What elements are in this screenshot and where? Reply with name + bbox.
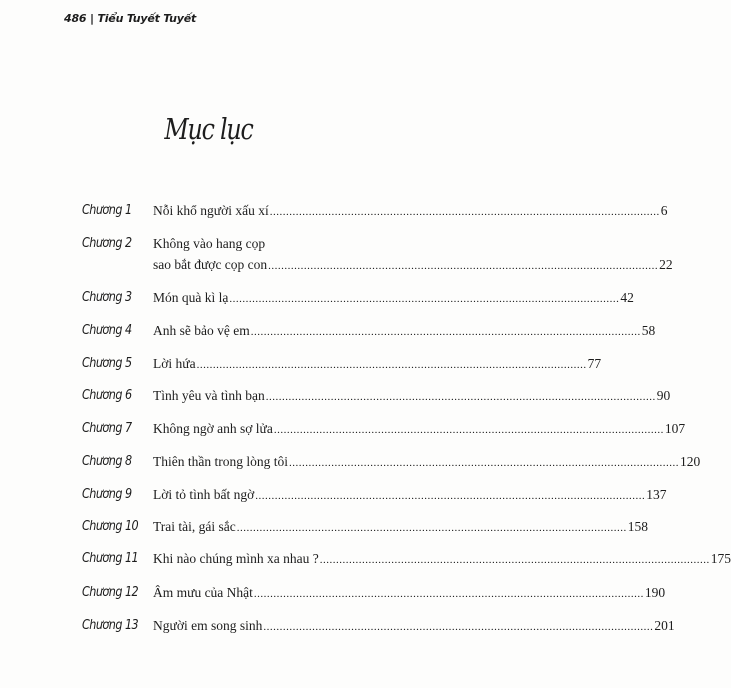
dot-leader: ........................................................................................................................ [319,554,710,566]
page-number: 58 [641,323,656,338]
chapter-label: Chương 12 [82,585,139,600]
page-number: 158 [627,519,648,534]
page-number: 42 [620,290,634,305]
chapter-title: Trai tài, gái sắc [153,519,236,534]
page-number: 6 [660,203,668,218]
dot-leader: ........................................................................................................................ [269,206,660,218]
chapter-label: Chương 6 [82,388,132,403]
dot-leader: ........................................................................................................................ [236,522,627,534]
chapter-label: Chương 11 [82,551,139,566]
chapter-title: Khi nào chúng mình xa nhau ? [153,551,319,566]
chapter-title: Anh sẽ bảo vệ em [153,323,250,338]
dot-leader: ........................................................................................................................ [196,359,587,371]
page-number: 190 [644,585,666,600]
chapter-label: Chương 8 [82,454,132,469]
dot-leader: ........................................................................................................................ [253,588,644,600]
chapter-title: Âm mưu của Nhật [153,585,253,600]
chapter-label: Chương 10 [82,519,139,534]
chapter-title: Lời hứa [153,356,196,371]
chapter-title: Nỗi khổ người xấu xí [153,203,269,218]
chapter-title: Món quà kì lạ [153,290,229,305]
dot-leader: ........................................................................................................................ [273,424,664,436]
page-number: 107 [664,421,686,436]
chapter-label: Chương 1 [82,203,132,218]
page-number: 90 [656,388,671,403]
dot-leader: ........................................................................................................................ [265,391,656,403]
page-number: 201 [654,618,675,633]
dot-leader: ........................................................................................................................ [263,621,654,633]
dot-leader: ........................................................................................................................ [288,457,679,469]
chapter-label: Chương 2 [82,236,132,251]
chapter-label: Chương 13 [82,618,139,633]
dot-leader: ........................................................................................................................ [250,326,641,338]
chapter-title: Lời tỏ tình bất ngờ [153,487,255,502]
page-number: 175 [710,551,731,566]
chapter-title: Không ngờ anh sợ lửa [153,421,273,436]
running-head: 486 | Tiểu Tuyết Tuyết [64,12,197,25]
dot-leader: ........................................................................................................................ [255,490,646,502]
chapter-title: sao bắt được cọp con [153,257,268,272]
chapter-title: Thiên thần trong lòng tôi [153,454,288,469]
page-number: 77 [587,356,602,371]
page-number: 137 [646,487,667,502]
chapter-label: Chương 5 [82,356,132,371]
dot-leader: ........................................................................................................................ [268,260,659,272]
page-number: 22 [659,257,673,272]
page-number: 120 [679,454,701,469]
chapter-title: Người em song sinh [153,618,263,633]
dot-leader: ........................................................................................................................ [229,293,620,305]
chapter-label: Chương 3 [82,290,132,305]
chapter-title: Không vào hang cọp [153,236,266,251]
chapter-label: Chương 4 [82,323,132,338]
chapter-label: Chương 9 [82,487,132,502]
chapter-title: Tình yêu và tình bạn [153,388,265,403]
chapter-label: Chương 7 [82,421,132,436]
page-title: Mục lục [164,112,253,146]
